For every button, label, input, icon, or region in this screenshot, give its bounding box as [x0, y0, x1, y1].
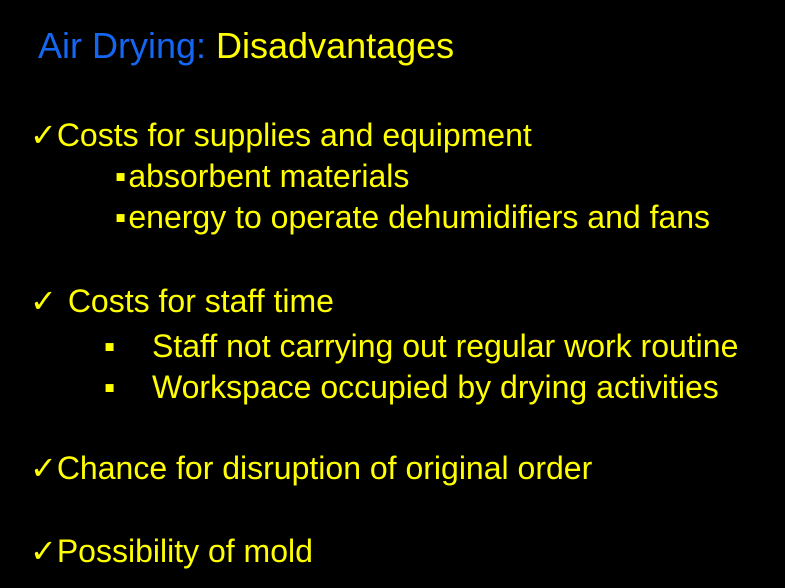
bullet-costs-staff-time — [30, 283, 334, 320]
bullet-text: Staff not carrying out regular work routine — [152, 328, 739, 364]
checkmark-icon: ✓ — [30, 533, 57, 569]
bullet-text: Costs for supplies and equipment — [56, 117, 532, 153]
bullet-costs-supplies — [30, 117, 532, 154]
square-bullet-icon: ▪ — [104, 328, 116, 364]
bullet-energy-dehumidifiers — [115, 199, 710, 236]
bullet-possibility-mold — [30, 533, 313, 570]
bullet-text: Costs for staff time — [67, 283, 334, 319]
bullet-text: Chance for disruption of original order — [56, 450, 593, 486]
bullet-text: energy to operate dehumidifiers and fans — [128, 199, 711, 235]
bullet-absorbent-materials — [115, 158, 409, 195]
square-bullet-icon: ▪ — [115, 199, 127, 235]
bullet-text: absorbent materials — [128, 158, 410, 194]
checkmark-icon: ✓ — [30, 117, 57, 153]
slide-title-emphasis: Disadvantages — [216, 25, 455, 66]
checkmark-icon: ✓ — [30, 283, 57, 319]
bullet-text: Workspace occupied by drying activities — [152, 369, 719, 405]
square-bullet-icon: ▪ — [104, 369, 116, 405]
checkmark-icon: ✓ — [30, 450, 57, 486]
slide-title-lead: Air Drying: — [38, 25, 207, 66]
square-bullet-icon: ▪ — [115, 158, 127, 194]
bullet-text: Possibility of mold — [56, 533, 313, 569]
bullet-disruption-order — [30, 450, 592, 487]
bullet-workspace-occupied — [104, 369, 719, 406]
slide-title — [38, 25, 454, 67]
bullet-staff-routine — [104, 328, 738, 365]
